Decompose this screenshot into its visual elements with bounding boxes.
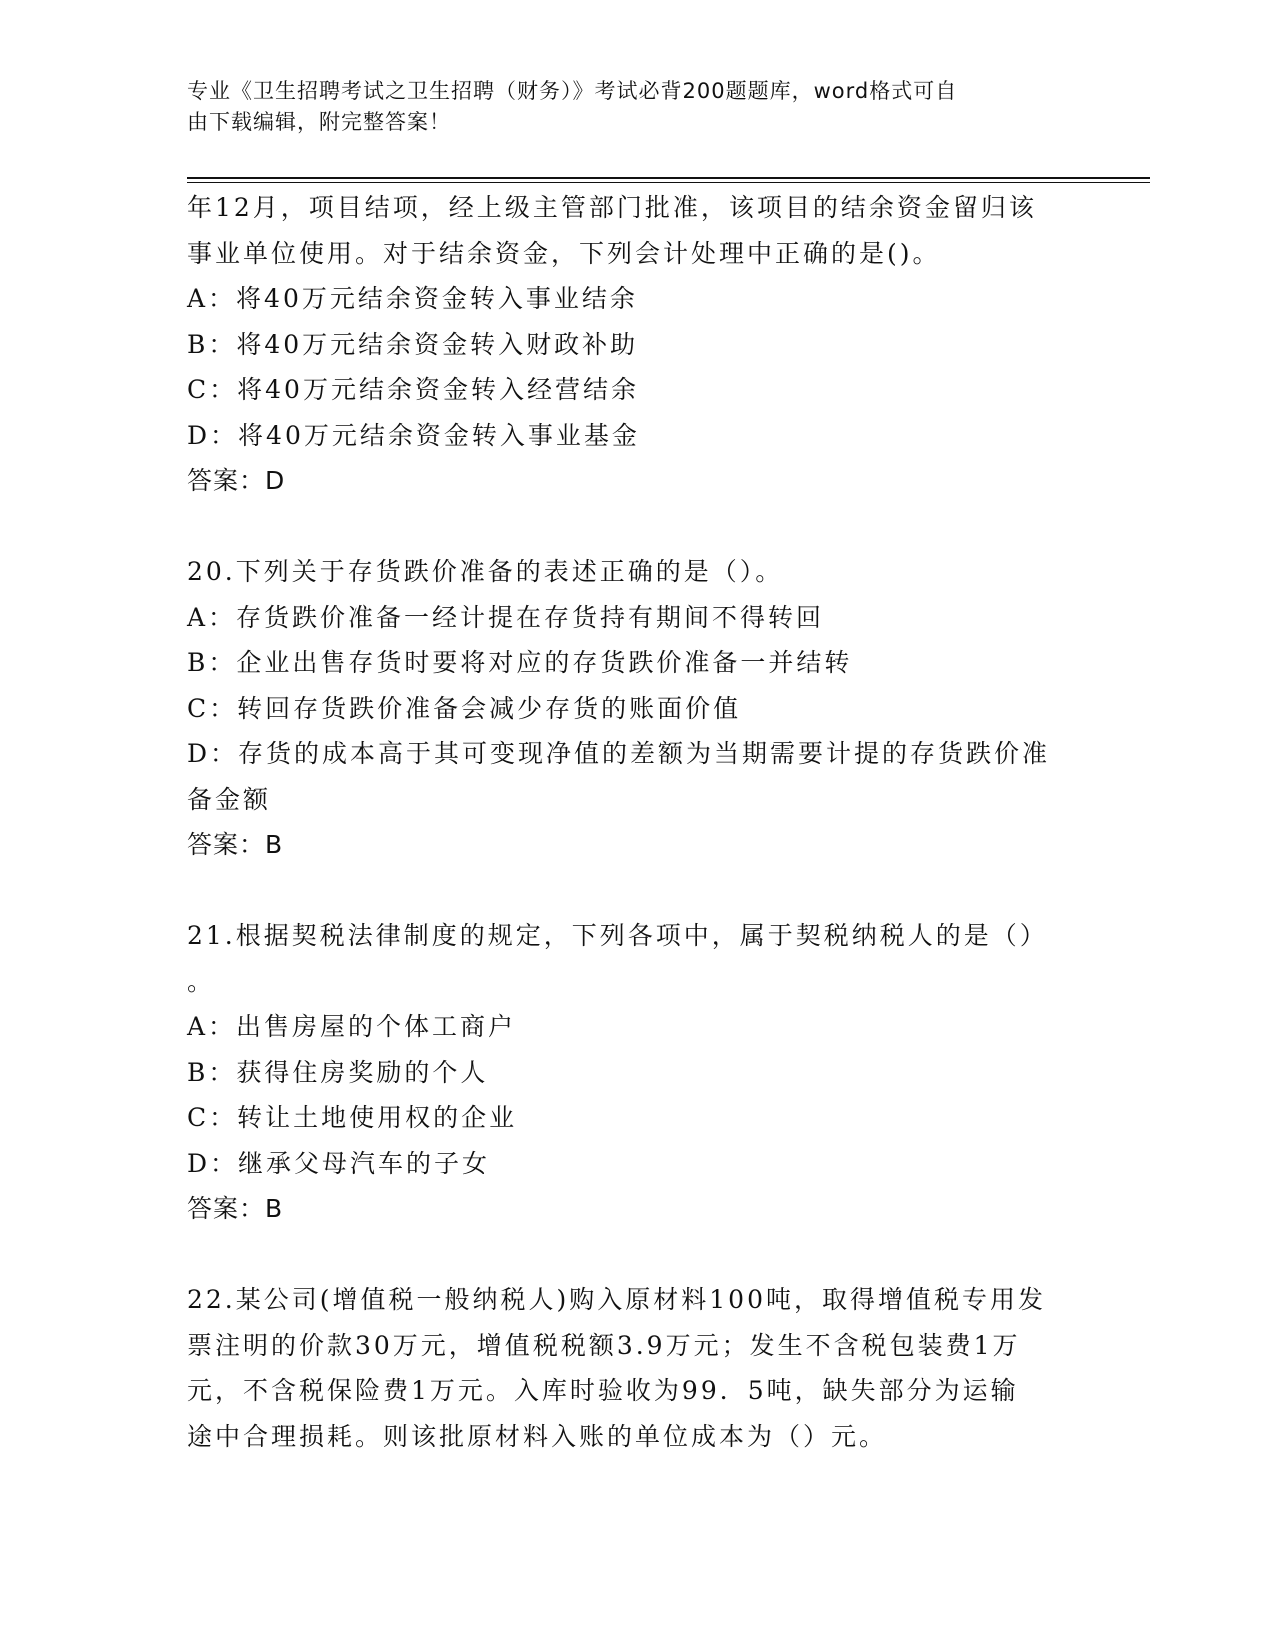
- answer-line: 答案：B: [187, 830, 284, 859]
- option-c: C：转回存货跌价准备会减少存货的账面价值: [187, 693, 742, 723]
- question-text: 途中合理损耗。则该批原材料入账的单位成本为（）元。: [187, 1421, 888, 1451]
- option-b: B：获得住房奖励的个人: [187, 1057, 489, 1087]
- option-b: B：企业出售存货时要将对应的存货跌价准备一并结转: [187, 648, 853, 677]
- option-a: A：存货跌价准备一经计提在存货持有期间不得转回: [187, 602, 825, 632]
- header-title-line-1: 专业《卫生招聘考试之卫生招聘（财务）》考试必背200题题库，word格式可自: [187, 79, 958, 103]
- option-a: A：将40万元结余资金转入事业结余: [187, 284, 638, 313]
- question-19: [187, 185, 1087, 504]
- option-d: D：继承父母汽车的子女: [187, 1148, 491, 1178]
- question-text: 21.根据契税法律制度的规定，下列各项中，属于契税纳税人的是（）: [187, 921, 1048, 950]
- question-text: 票注明的价款30万元，增值税税额3.9万元；发生不含税包装费1万: [187, 1330, 1021, 1360]
- spacer: [187, 868, 1087, 914]
- question-text: 20.下列关于存货跌价准备的表述正确的是（）。: [187, 557, 784, 586]
- spacer: [187, 1232, 1087, 1278]
- option-a: A：出售房屋的个体工商户: [187, 1012, 517, 1041]
- question-text: 元，不含税保险费1万元。入库时验收为99．5吨，缺失部分为运输: [187, 1376, 1019, 1405]
- option-d-continued: 备金额: [187, 784, 272, 814]
- answer-line: 答案：B: [187, 1194, 284, 1223]
- question-list: [187, 185, 1087, 1459]
- question-20: [187, 549, 1087, 868]
- header-divider-thick: [187, 177, 1150, 179]
- question-22: [187, 1277, 1087, 1459]
- question-text: 年12月，项目结项，经上级主管部门批准，该项目的结余资金留归该: [187, 193, 1037, 222]
- question-21: [187, 913, 1087, 1232]
- question-text: 事业单位使用。对于结余资金，下列会计处理中正确的是()。: [187, 238, 941, 268]
- header-title-line-2: 由下载编辑，附完整答案！: [187, 110, 451, 134]
- header-divider-thin: [187, 182, 1150, 183]
- option-c: C：转让土地使用权的企业: [187, 1103, 518, 1132]
- question-text: 。: [187, 966, 216, 996]
- option-c: C：将40万元结余资金转入经营结余: [187, 375, 639, 404]
- question-text: 22.某公司(增值税一般纳税人)购入原材料100吨，取得增值税专用发: [187, 1285, 1046, 1314]
- answer-line: 答案：D: [187, 466, 286, 495]
- spacer: [187, 504, 1087, 550]
- option-d: D：将40万元结余资金转入事业基金: [187, 420, 640, 450]
- option-d: D：存货的成本高于其可变现净值的差额为当期需要计提的存货跌价准: [187, 739, 1051, 768]
- page-header: [187, 76, 1067, 138]
- option-b: B：将40万元结余资金转入财政补助: [187, 329, 639, 359]
